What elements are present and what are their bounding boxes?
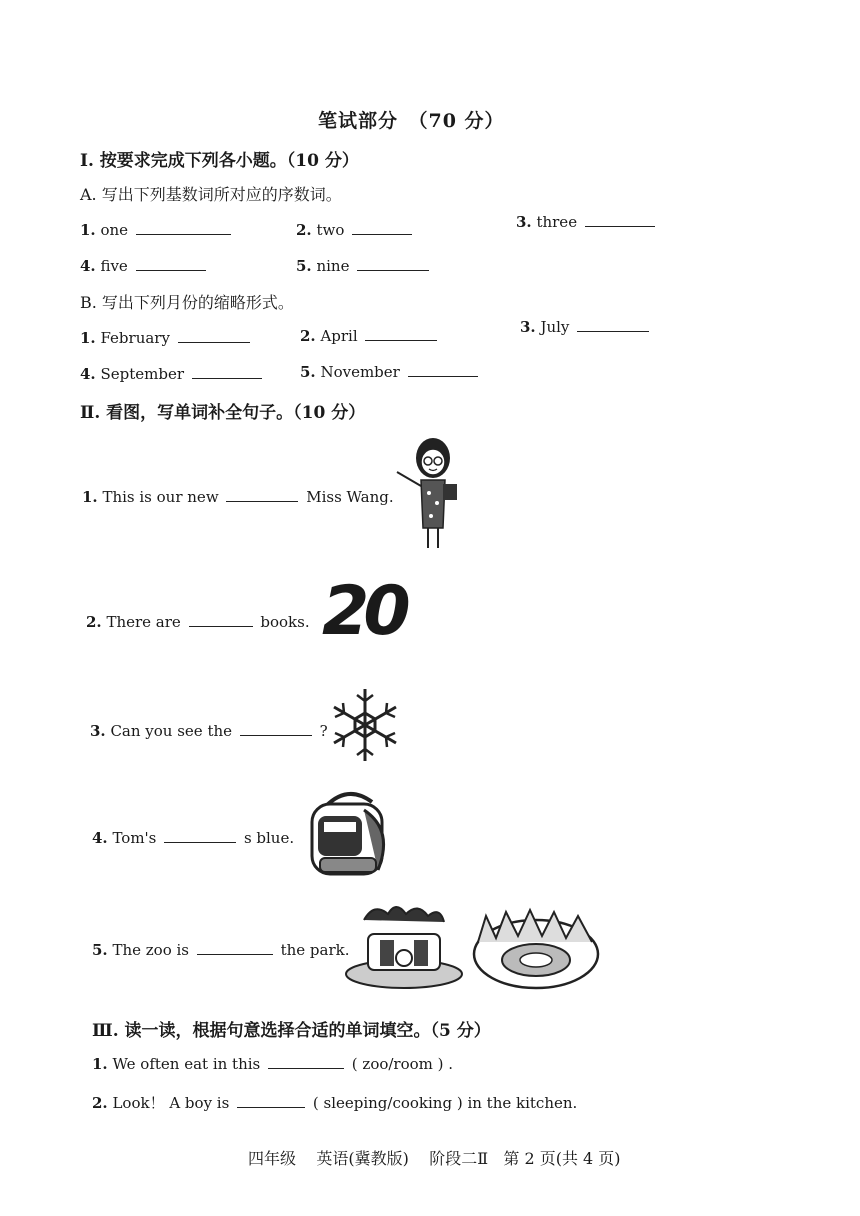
footer-page: 第 2 页(共 4 页) xyxy=(503,1149,621,1168)
sentence-end: ( sleeping/cooking ) in the kitchen. xyxy=(312,1094,578,1112)
choice-item-2 xyxy=(92,1092,577,1113)
answer-blank[interactable] xyxy=(178,328,250,343)
answer-blank[interactable] xyxy=(189,612,253,627)
page-footer xyxy=(248,1146,621,1169)
part-b-heading: B. 写出下列月份的缩略形式。 xyxy=(80,293,294,312)
answer-blank[interactable] xyxy=(352,220,412,235)
sentence-start: Look！ A boy is xyxy=(112,1094,230,1112)
sentence-end: ? xyxy=(319,722,328,740)
part-a-item-2 xyxy=(296,220,415,239)
footer-grade: 四年级 xyxy=(248,1149,297,1168)
part-a-item-5 xyxy=(296,256,432,275)
item-word: July xyxy=(540,318,570,336)
item-number: 1. xyxy=(92,1055,108,1073)
choice-item-1 xyxy=(92,1054,453,1073)
footer-subject: 英语(冀教版) xyxy=(316,1149,409,1168)
item-number: 3. xyxy=(516,213,532,231)
item-number: 4. xyxy=(80,257,96,275)
part-b-item-2 xyxy=(300,326,440,345)
number-20-icon: 20 xyxy=(322,572,405,651)
item-number: 3. xyxy=(520,318,536,336)
sentence-start: We often eat in this xyxy=(112,1055,261,1073)
item-number: 5. xyxy=(300,363,316,381)
item-number: 1. xyxy=(80,221,96,239)
item-number: 5. xyxy=(92,941,108,959)
sentence-start: This is our new xyxy=(102,488,219,506)
sentence-end: Miss Wang. xyxy=(306,488,394,506)
snowflake-icon xyxy=(326,684,404,766)
item-word: September xyxy=(100,365,184,383)
answer-blank[interactable] xyxy=(240,721,312,736)
section-3-heading: Ⅲ. 读一读，根据句意选择合适的单词填空。（5 分） xyxy=(92,1021,491,1041)
answer-blank[interactable] xyxy=(585,212,655,227)
footer-stage: 阶段二Ⅱ xyxy=(429,1149,489,1168)
item-word: February xyxy=(100,329,170,347)
item-number: 1. xyxy=(80,329,96,347)
item-number: 3. xyxy=(90,722,106,740)
answer-blank[interactable] xyxy=(226,487,298,502)
part-a-heading: A. 写出下列基数词所对应的序数词。 xyxy=(80,185,342,204)
park-icon xyxy=(470,902,602,992)
section-1-heading: Ⅰ. 按要求完成下列各小题。（10 分） xyxy=(80,151,359,171)
teacher-icon xyxy=(395,428,465,552)
sentence-end: ( zoo/room ) . xyxy=(351,1055,454,1073)
item-number: 4. xyxy=(80,365,96,383)
answer-blank[interactable] xyxy=(365,326,437,341)
item-number: 2. xyxy=(86,613,102,631)
part-a-item-1 xyxy=(80,220,234,239)
part-b-item-4 xyxy=(80,364,265,383)
item-number: 2. xyxy=(296,221,312,239)
answer-blank[interactable] xyxy=(136,256,206,271)
answer-blank[interactable] xyxy=(268,1054,344,1069)
page-title: 笔试部分 （70 分） xyxy=(318,110,505,132)
picture-item-3 xyxy=(90,721,328,740)
answer-blank[interactable] xyxy=(408,362,478,377)
item-number: 5. xyxy=(296,257,312,275)
sentence-start: Can you see the xyxy=(110,722,233,740)
part-a-item-4 xyxy=(80,256,209,275)
picture-item-5 xyxy=(92,940,349,959)
part-a-item-3 xyxy=(516,212,658,231)
item-word: five xyxy=(100,257,128,275)
part-b-item-5 xyxy=(300,362,481,381)
sentence-start: Tom's xyxy=(112,829,157,847)
item-number: 1. xyxy=(82,488,98,506)
part-b-item-1 xyxy=(80,328,253,347)
answer-blank[interactable] xyxy=(136,220,231,235)
item-number: 2. xyxy=(300,327,316,345)
item-word: April xyxy=(320,327,358,345)
sentence-end: books. xyxy=(260,613,310,631)
sentence-end: s blue. xyxy=(243,829,295,847)
answer-blank[interactable] xyxy=(192,364,262,379)
picture-item-2 xyxy=(86,612,310,631)
item-word: one xyxy=(100,221,129,239)
item-word: two xyxy=(316,221,345,239)
item-number: 2. xyxy=(92,1094,108,1112)
answer-blank[interactable] xyxy=(357,256,429,271)
sentence-start: The zoo is xyxy=(112,941,189,959)
part-b-item-3 xyxy=(520,317,652,336)
picture-item-1 xyxy=(82,487,394,506)
item-word: November xyxy=(320,363,400,381)
item-word: nine xyxy=(316,257,350,275)
zoo-icon xyxy=(344,900,464,992)
answer-blank[interactable] xyxy=(577,317,649,332)
sentence-end: the park. xyxy=(280,941,350,959)
section-2-heading: Ⅱ. 看图，写单词补全句子。（10 分） xyxy=(80,403,366,423)
sentence-start: There are xyxy=(106,613,181,631)
picture-item-4 xyxy=(92,828,294,847)
answer-blank[interactable] xyxy=(237,1093,305,1108)
answer-blank[interactable] xyxy=(164,828,236,843)
item-word: three xyxy=(536,213,578,231)
item-number: 4. xyxy=(92,829,108,847)
schoolbag-icon xyxy=(298,786,398,882)
answer-blank[interactable] xyxy=(197,940,273,955)
